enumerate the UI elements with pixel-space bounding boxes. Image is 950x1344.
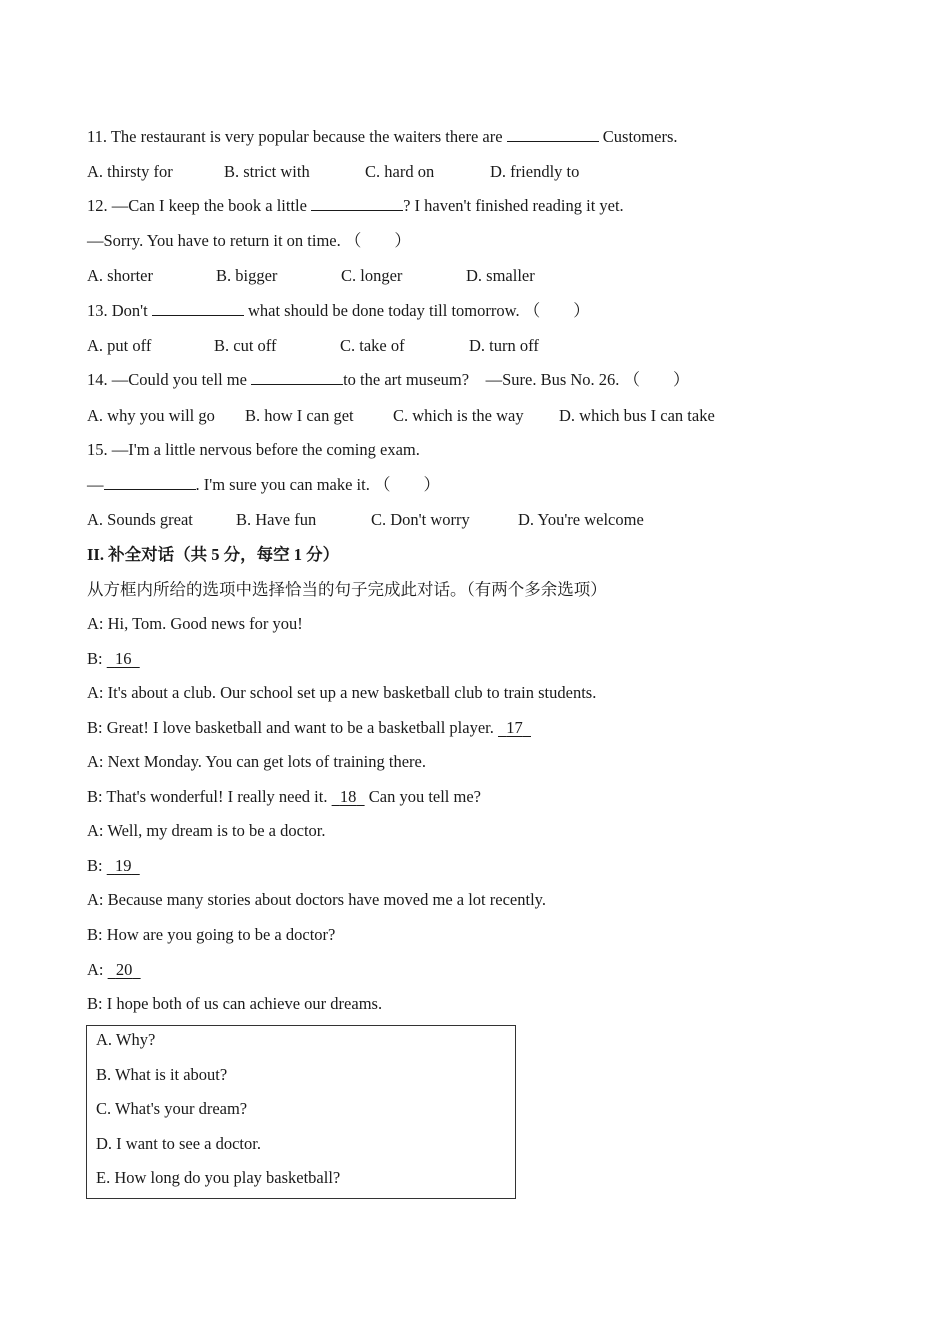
- box-option-a: A. Why?: [96, 1030, 156, 1049]
- question-12: [87, 196, 624, 216]
- dialogue-line: A: Because many stories about doctors have moved me a lot recently.: [87, 890, 546, 909]
- q11-option-c: C. hard on: [365, 162, 435, 181]
- q15-reply-start: —: [87, 475, 104, 494]
- box-option-d: D. I want to see a doctor.: [96, 1134, 261, 1153]
- dialogue-line: [87, 856, 140, 876]
- q11-option-a: A. thirsty for: [87, 162, 173, 181]
- blank-16: [107, 649, 140, 668]
- answer-blank: [311, 196, 403, 211]
- q12-stem-end: ? I haven't finished reading it yet.: [403, 196, 624, 215]
- blank-number: 18: [339, 787, 357, 806]
- q13-option-a: A. put off: [87, 336, 152, 355]
- dialogue-line: [87, 787, 481, 807]
- dialogue-text: B: That's wonderful! I really need it.: [87, 787, 328, 806]
- question-13: [87, 301, 590, 321]
- q13-option-c: C. take of: [340, 336, 405, 355]
- q12-option-b: B. bigger: [216, 266, 278, 285]
- blank-20: [108, 960, 141, 979]
- section-title: II. 补全对话（共 5 分，每空 1 分）: [87, 545, 340, 564]
- speaker-label: B:: [87, 856, 103, 875]
- q15-reply-end: . I'm sure you can make it. （ ）: [195, 475, 440, 494]
- q14-option-b: B. how I can get: [245, 406, 354, 425]
- dialogue-line: [87, 718, 531, 738]
- q14-option-c: C. which is the way: [393, 406, 524, 425]
- q14-option-a: A. why you will go: [87, 406, 215, 425]
- q11-stem-start: 11. The restaurant is very popular because the waiters there are: [87, 127, 503, 146]
- question-15: 15. —I'm a little nervous before the coming exam.: [87, 440, 420, 459]
- q14-option-d: D. which bus I can take: [559, 406, 715, 425]
- blank-19: [107, 856, 140, 875]
- q13-stem-end: what should be done today till tomorrow. （ ）: [247, 301, 590, 320]
- dialogue-line: B: I hope both of us can achieve our dreams.: [87, 994, 383, 1013]
- dialogue-line: A: Hi, Tom. Good news for you!: [87, 614, 303, 633]
- speaker-label: B:: [87, 649, 103, 668]
- q12-option-c: C. longer: [341, 266, 403, 285]
- blank-number: 19: [114, 856, 132, 875]
- options-box: [86, 1025, 516, 1199]
- blank-17: [498, 718, 531, 737]
- blank-number: 16: [114, 649, 132, 668]
- q13-stem-start: 13. Don't: [87, 301, 148, 320]
- q13-option-d: D. turn off: [469, 336, 539, 355]
- dialogue-line: [87, 649, 140, 669]
- answer-blank: [507, 127, 599, 142]
- question-11: [87, 127, 678, 147]
- speaker-label: A:: [87, 960, 104, 979]
- dialogue-line: B: How are you going to be a doctor?: [87, 925, 336, 944]
- q13-option-b: B. cut off: [214, 336, 277, 355]
- box-option-b: B. What is it about?: [96, 1065, 228, 1084]
- answer-blank: [104, 475, 196, 490]
- dialogue-text: Can you tell me?: [368, 787, 481, 806]
- dialogue-line: A: Well, my dream is to be a doctor.: [87, 821, 326, 840]
- box-option-c: C. What's your dream?: [96, 1099, 248, 1118]
- q12-stem-start: 12. —Can I keep the book a little: [87, 196, 307, 215]
- box-option-e: E. How long do you play basketball?: [96, 1168, 341, 1187]
- q15-option-b: B. Have fun: [236, 510, 317, 529]
- dialogue-line: A: Next Monday. You can get lots of training there.: [87, 752, 426, 771]
- q15-option-c: C. Don't worry: [371, 510, 470, 529]
- dialogue-line: A: It's about a club. Our school set up a new basketball club to train students.: [87, 683, 597, 702]
- dialogue-text: B: Great! I love basketball and want to be a basketball player.: [87, 718, 494, 737]
- q14-stem-start: 14. —Could you tell me: [87, 370, 247, 389]
- answer-blank: [251, 370, 343, 385]
- section-instruction: 从方框内所给的选项中选择恰当的句子完成此对话。（有两个多余选项）: [87, 580, 607, 599]
- q15-option-d: D. You're welcome: [518, 510, 644, 529]
- dialogue-line: [87, 960, 141, 980]
- q15-option-a: A. Sounds great: [87, 510, 193, 529]
- q15-reply: [87, 475, 440, 495]
- blank-18: [332, 787, 365, 806]
- q12-reply: —Sorry. You have to return it on time. （ ）: [87, 231, 411, 250]
- q11-option-d: D. friendly to: [490, 162, 580, 181]
- blank-number: 17: [506, 718, 523, 737]
- question-14: [87, 370, 690, 390]
- blank-number: 20: [115, 960, 133, 979]
- q12-option-a: A. shorter: [87, 266, 153, 285]
- answer-blank: [152, 301, 244, 316]
- q14-stem-end: to the art museum? —Sure. Bus No. 26. （ ）: [343, 370, 690, 389]
- q12-option-d: D. smaller: [466, 266, 535, 285]
- q11-stem-end: Customers.: [602, 127, 678, 146]
- q11-option-b: B. strict with: [224, 162, 310, 181]
